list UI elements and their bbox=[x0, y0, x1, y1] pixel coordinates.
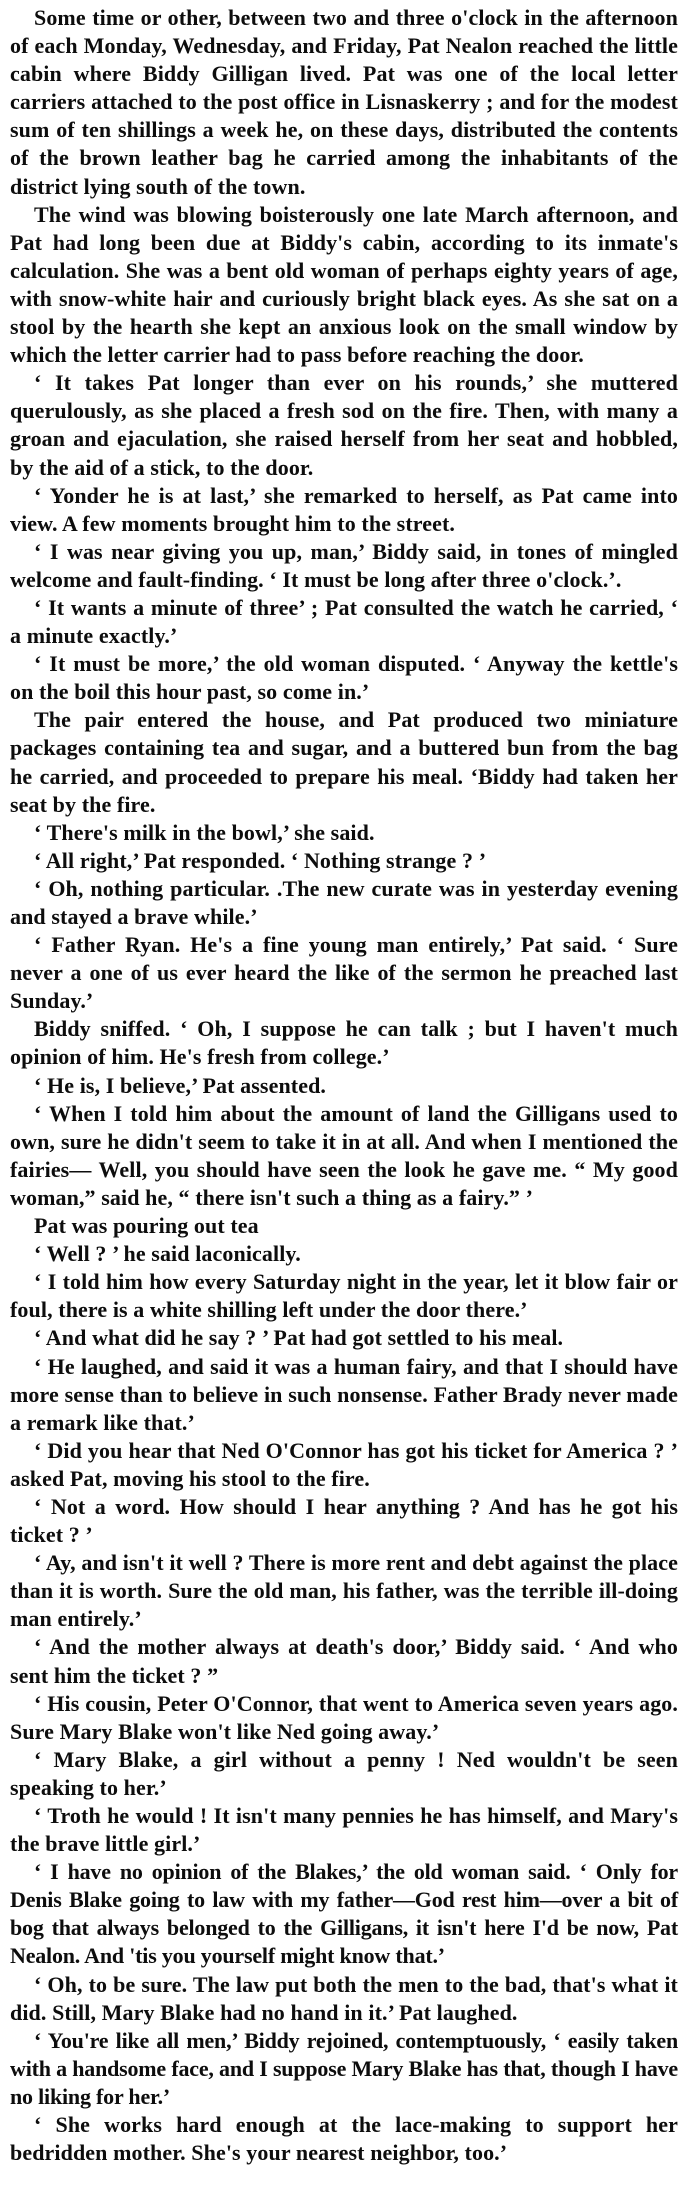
paragraph-father-ryan: ‘ Father Ryan. He's a fine young man entirely,’ Pat said. ‘ Sure never a one of us ever heard the like of the sermon he preached last Sunday.’ bbox=[10, 932, 678, 1014]
paragraph-yonder: ‘ Yonder he is at last,’ she remarked to herself, as Pat came into view. A few moments brought him to the street. bbox=[10, 482, 678, 536]
paragraph-lace-making: ‘ She works hard enough at the lace-making to support her bedridden mother. She's your nearest neighbor, too.’ bbox=[10, 2112, 678, 2166]
paragraph-opening: Some time or other, between two and three o'clock in the afternoon of each Monday, Wednesday, and Friday, Pat Nealon reached the little cabin where Biddy Gilligan lived. Pat was one of the local letter carriers attached to the post office in Lisnaskerry ; and for the modest sum of ten shillings a week he, on these days, distributed the contents of the brown leather bag he carried among the inhabitants of the district lying south of the town. bbox=[10, 5, 678, 199]
paragraph-wind: The wind was blowing boisterously one late March afternoon, and Pat had long been due at Biddy's cabin, according to its inmate's calculation. She was a bent old woman of perhaps eighty years of age, with snow-white hair and curiously bright black eyes. As she sat on a stool by the hearth she kept an anxious look on the small window by which the letter carrier had to pass before reaching the door. bbox=[10, 201, 678, 368]
paragraph-rent-and-debt: ‘ Ay, and isn't it well ? There is more rent and debt against the place than it is worth. Sure the old man, his father, was the terrible ill-doing man entirely.’ bbox=[10, 1550, 678, 1632]
paragraph-kettle: ‘ It must be more,’ the old woman disputed. ‘ Anyway the kettle's on the boil this hour past, so come in.’ bbox=[10, 651, 678, 705]
paragraph-human-fairy: ‘ He laughed, and said it was a human fairy, and that I should have more sense than to believe in such nonsense. Father Brady never made a remark like that.’ bbox=[10, 1353, 678, 1435]
paragraph-pair-entered: The pair entered the house, and Pat produced two miniature packages containing tea and sugar, and a buttered bun from the bag he carried, and proceeded to prepare his meal. ‘Biddy had taken her seat by the fire. bbox=[10, 707, 678, 817]
paragraph-near-giving-up: ‘ I was near giving you up, man,’ Biddy said, in tones of mingled welcome and fault-finding. ‘ It must be long after three o'clock.’. bbox=[10, 538, 678, 592]
paragraph-white-shilling: ‘ I told him how every Saturday night in the year, let it blow fair or foul, there is a white shilling left under the door there.’ bbox=[10, 1269, 678, 1323]
paragraph-ned-ticket: ‘ Did you hear that Ned O'Connor has got his ticket for America ? ’ asked Pat, moving his stool to the fire. bbox=[10, 1437, 678, 1491]
paragraph-milk: ‘ There's milk in the bowl,’ she said. bbox=[34, 819, 375, 845]
paragraph-what-did-he-say: ‘ And what did he say ? ’ Pat had got settled to his meal. bbox=[34, 1325, 564, 1351]
paragraph-biddy-sniffed: Biddy sniffed. ‘ Oh, I suppose he can talk ; but I haven't much opinion of him. He's fresh from college.’ bbox=[10, 1016, 678, 1070]
paragraph-law: ‘ Oh, to be sure. The law put both the men to the bad, that's what it did. Still, Mary Blake had no hand in it.’ Pat laughed. bbox=[10, 1971, 678, 2025]
paragraph-biddy-mutters: ‘ It takes Pat longer than ever on his rounds,’ she muttered querulously, as she placed a fresh sod on the fire. Then, with many a groan and ejaculation, she raised herself from her seat and hobbled, by the aid of a stick, to the door. bbox=[10, 370, 678, 480]
paragraph-girl-without-penny: ‘ Mary Blake, a girl without a penny ! Ned wouldn't be seen speaking to her.’ bbox=[10, 1746, 678, 1800]
paragraph-all-right: ‘ All right,’ Pat responded. ‘ Nothing strange ? ’ bbox=[34, 847, 487, 873]
paragraph-fairies: ‘ When I told him about the amount of land the Gilligans used to own, sure he didn't seem to take it in at all. And when I mentioned the fairies— Well, you should have seen the look he gave me. “ My good woman,” said he, “ there isn't such a thing as a fairy.” ’ bbox=[10, 1100, 678, 1210]
paragraph-troth: ‘ Troth he would ! It isn't many pennies he has himself, and Mary's the brave little girl.’ bbox=[10, 1803, 678, 1857]
paragraph-well: ‘ Well ? ’ he said laconically. bbox=[34, 1241, 301, 1267]
paragraph-no-opinion-blakes: ‘ I have no opinion of the Blakes,’ the old woman said. ‘ Only for Denis Blake going to law with my father—God rest him—over a bit of bog that always belonged to the Gilligans, it isn't here I'd be now, Pat Nealon. And 'tis you yourself might know that.’ bbox=[10, 1859, 678, 1969]
paragraph-pat-assented: ‘ He is, I believe,’ Pat assented. bbox=[34, 1072, 326, 1098]
paragraph-minute-of-three: ‘ It wants a minute of three’ ; Pat consulted the watch he carried, ‘ a minute exactly.’ bbox=[10, 594, 678, 649]
paragraph-like-all-men: ‘ You're like all men,’ Biddy rejoined, contemptuously, ‘ easily taken with a handsome face, and I suppose Mary Blake has that, though I have no liking for her.’ bbox=[10, 2027, 678, 2109]
paragraph-new-curate: ‘ Oh, nothing particular. .The new curate was in yesterday evening and stayed a brave while.’ bbox=[10, 875, 678, 929]
paragraph-not-a-word: ‘ Not a word. How should I hear anything ? And has he got his ticket ? ’ bbox=[10, 1493, 678, 1548]
paragraph-pouring-tea: Pat was pouring out tea bbox=[34, 1213, 259, 1239]
paragraph-deaths-door: ‘ And the mother always at death's door,’ Biddy said. ‘ And who sent him the ticket ? ” bbox=[10, 1634, 678, 1688]
paragraph-peter-oconnor: ‘ His cousin, Peter O'Connor, that went to America seven years ago. Sure Mary Blake won't like Ned going away.’ bbox=[10, 1690, 678, 1744]
